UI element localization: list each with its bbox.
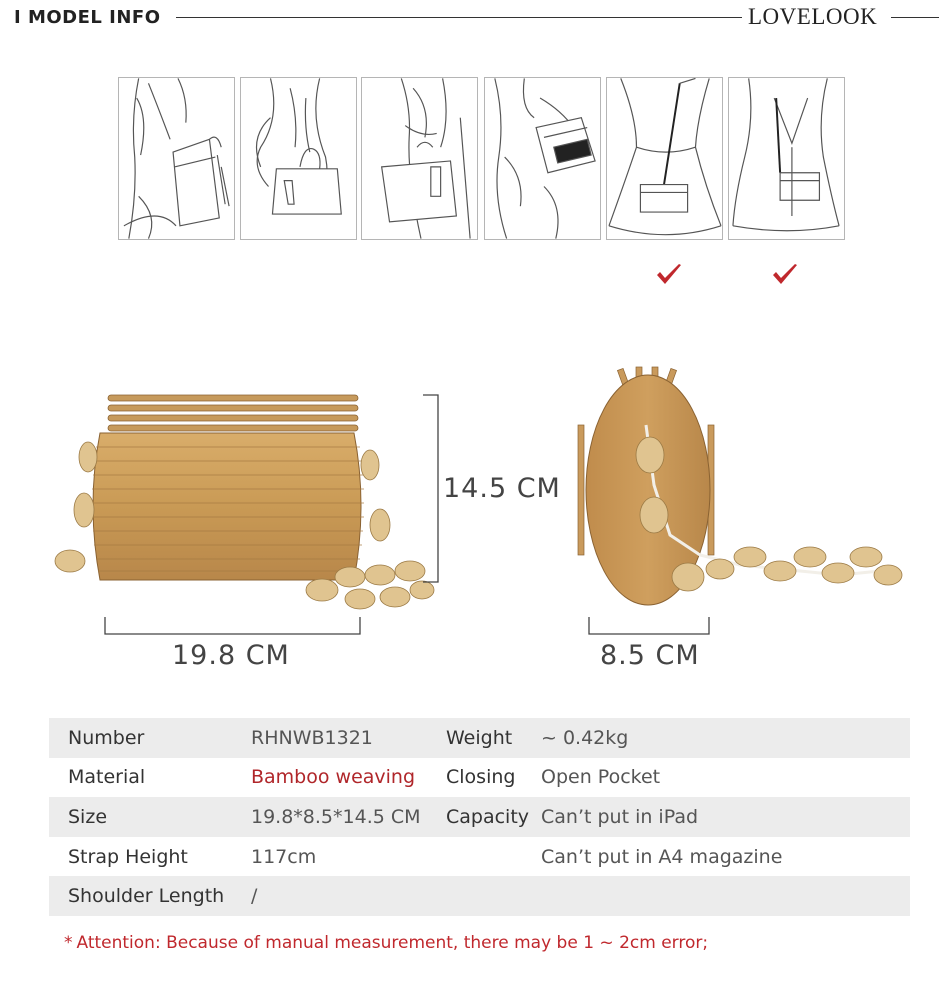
tote-sketch-icon	[362, 78, 477, 239]
handbag-sketch-icon	[241, 78, 356, 239]
model-panel-backpack	[118, 77, 235, 240]
depth-dimension-line	[588, 617, 713, 637]
spec-value: Open Pocket	[541, 766, 661, 789]
table-row	[49, 876, 910, 916]
spec-value: /	[251, 885, 258, 908]
table-row	[49, 758, 910, 798]
crossbody-sketch-icon	[729, 78, 844, 239]
header-divider-right	[891, 17, 939, 18]
model-panel-long-crossbody	[606, 77, 723, 240]
width-dimension-line	[104, 617, 364, 637]
asterisk-icon: *	[64, 933, 73, 953]
spec-value-highlight: Bamboo weaving	[251, 766, 416, 789]
spec-label: Weight	[446, 726, 513, 749]
spec-value: ~ 0.42kg	[541, 726, 629, 749]
spec-label: Shoulder Length	[68, 885, 225, 908]
spec-label: Capacity	[446, 805, 530, 828]
bamboo-bag-side-image	[570, 365, 910, 615]
backpack-sketch-icon	[119, 78, 234, 239]
long-crossbody-sketch-icon	[607, 78, 722, 239]
brand-name: LOVELOOK	[748, 4, 878, 29]
height-label: 14.5 CM	[443, 473, 561, 504]
table-row	[49, 837, 910, 877]
depth-label: 8.5 CM	[600, 640, 700, 671]
model-panel-hand-carry	[240, 77, 357, 240]
header-divider-left	[176, 17, 742, 18]
spec-table	[49, 718, 910, 916]
model-panel-elbow-carry	[361, 77, 478, 240]
spec-label: Closing	[446, 766, 516, 789]
check-icon	[655, 262, 683, 288]
spec-label: Strap Height	[68, 845, 188, 868]
spec-value: Can’t put in iPad	[541, 805, 699, 828]
table-row	[49, 718, 910, 758]
model-panel-crossbody	[728, 77, 845, 240]
attention-text: Attention: Because of manual measurement, there may be 1 ~ 2cm error;	[76, 933, 709, 953]
spec-label: Material	[68, 766, 146, 789]
spec-value: 117cm	[251, 845, 317, 868]
shoulder-bag-sketch-icon	[485, 78, 600, 239]
spec-label: Size	[68, 805, 108, 828]
height-dimension-line	[420, 394, 442, 584]
check-icon	[771, 262, 799, 288]
model-panel-shoulder-bag	[484, 77, 601, 240]
section-title: I MODEL INFO	[14, 7, 161, 28]
spec-value: 19.8*8.5*14.5 CM	[251, 805, 421, 828]
spec-label: Number	[68, 726, 145, 749]
width-label: 19.8 CM	[172, 640, 290, 671]
spec-value: Can’t put in A4 magazine	[541, 845, 783, 868]
table-row	[49, 797, 910, 837]
bamboo-bag-front-image	[50, 385, 450, 630]
spec-value: RHNWB1321	[251, 726, 373, 749]
attention-note	[64, 933, 708, 953]
